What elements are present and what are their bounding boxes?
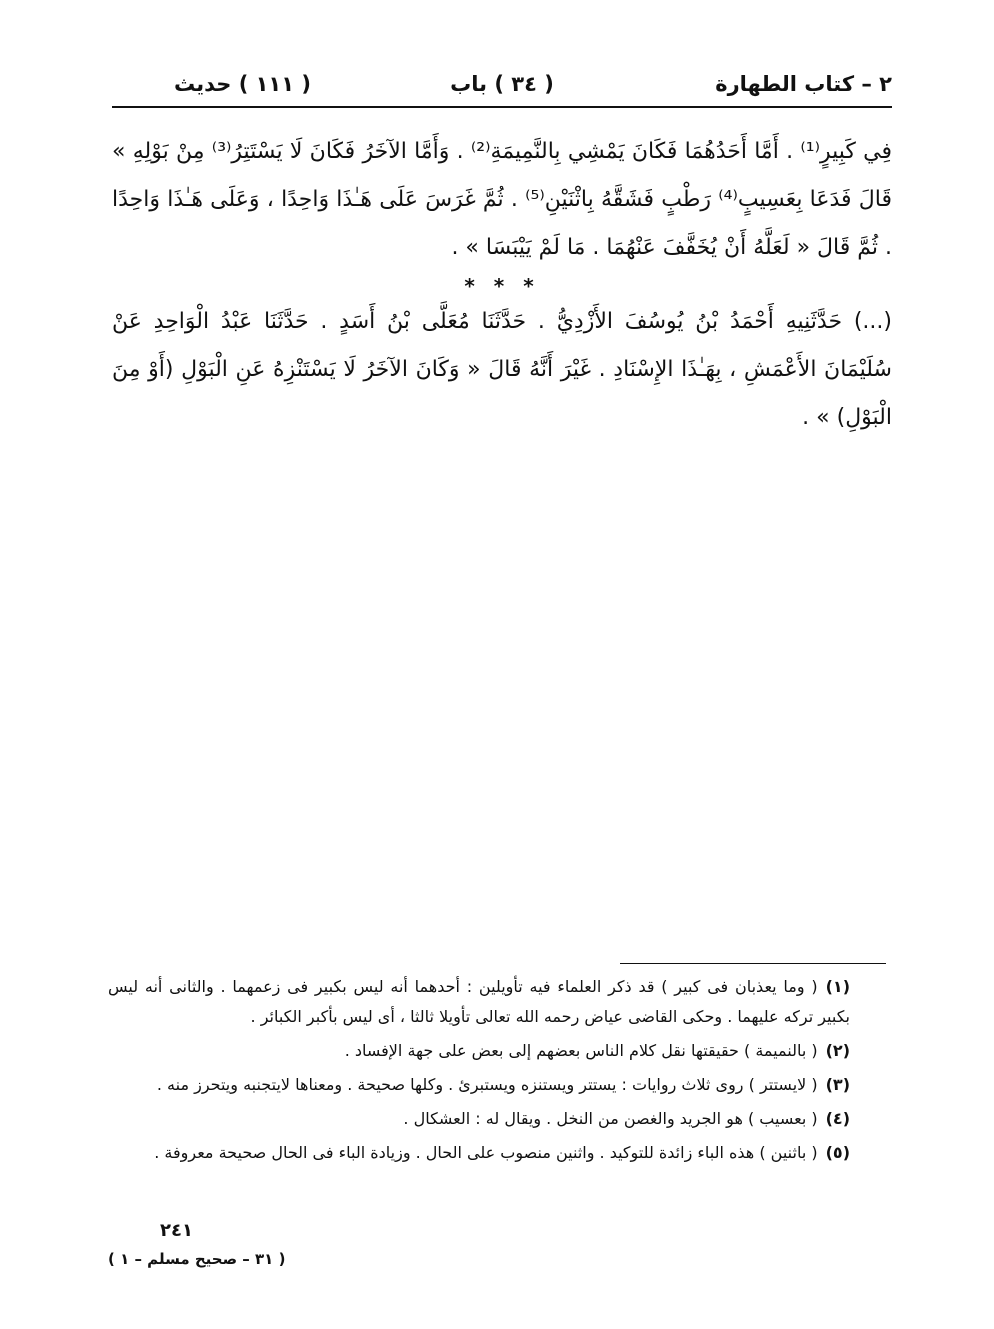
footnote-text: ( وما يعذبان فى كبير ) قد ذكر العلماء فيه تأويلين : أحدهما أنه ليس بكبير فى زعمهما . والثانى أنه ليس بكبير تركه عليهما . وحكى القاضى عياض رحمه الله تعالى تأويلا ثالثا ، أى ليس بأكبر الكبائر . — [108, 977, 850, 1026]
signature-mark: ( ٣١ – صحيح مسلم – ١ ) — [108, 1250, 286, 1268]
footnotes — [108, 972, 850, 1172]
footnote-text: ( بالنميمة ) حقيقتها نقل كلام الناس بعضهم إلى بعض على جهة الإفساد . — [344, 1041, 818, 1060]
footnote-3 — [108, 1070, 850, 1100]
section-separator: * * * — [464, 274, 540, 298]
footnote-number: (٢) — [825, 1041, 850, 1060]
header-chapter-number: ( ٣٤ ) باب — [450, 72, 554, 96]
page-number: ٢٤١ — [160, 1220, 193, 1241]
hadith-paragraph-2: (...) حَدَّثَنِيهِ أَحْمَدُ بْنُ يُوسُفَ الأَزْدِيُّ . حَدَّثَنَا مُعَلَّى بْنُ أَسَدٍ . حَدَّثَنَا عَبْدُ الْوَاحِدِ عَنْ سُلَيْمَانَ الأَعْمَشِ ، بِهَـٰذَا الإِسْنَادِ . غَيْرَ أَنَّهُ قَالَ « وَكَانَ الآخَرُ لَا يَسْتَنْزِهُ عَنِ الْبَوْلِ (أَوْ مِنَ الْبَوْلِ) » . — [112, 309, 892, 430]
footnote-5 — [108, 1138, 850, 1168]
header-hadith-number: ( ١١١ ) حديث — [174, 72, 311, 96]
footnote-number: (٤) — [825, 1109, 850, 1128]
footnote-1 — [108, 972, 850, 1032]
main-text — [112, 128, 892, 442]
running-header — [112, 72, 892, 106]
footnote-text: ( باثنين ) هذه الباء زائدة للتوكيد . واثنين منصوب على الحال . وزيادة الباء فى الحال صحيحة معروفة . — [154, 1143, 818, 1162]
footnote-text: ( لايستتر ) روى ثلاث روايات : يستتر ويستنزه ويستبرئ . وكلها صحيحة . ومعناها لايتجنبه ويتحرز منه . — [156, 1075, 818, 1094]
footnote-2 — [108, 1036, 850, 1066]
footnote-4 — [108, 1104, 850, 1134]
footnote-number: (١) — [825, 977, 850, 996]
footnote-number: (٥) — [825, 1143, 850, 1162]
header-rule — [112, 106, 892, 108]
hadith-paragraph-1: فِي كَبِيرٍ⁽¹⁾ . أَمَّا أَحَدُهُمَا فَكَانَ يَمْشِي بِالنَّمِيمَةِ⁽²⁾ . وَأَمَّا الآخَرُ فَكَانَ لَا يَسْتَتِرُ⁽³⁾ مِنْ بَوْلِهِ » قَالَ فَدَعَا بِعَسِيبٍ⁽⁴⁾ رَطْبٍ فَشَقَّهُ بِاثْنَيْنِ⁽⁵⁾ . ثُمَّ غَرَسَ عَلَى هَـٰذَا وَاحِدًا ، وَعَلَى هَـٰذَا وَاحِدًا . ثُمَّ قَالَ « لَعَلَّهُ أَنْ يُخَفَّفَ عَنْهُمَا . مَا لَمْ يَيْبَسَا » . — [112, 139, 893, 260]
footnote-text: ( بعسيب ) هو الجريد والغصن من النخل . ويقال له : العشكال . — [403, 1109, 818, 1128]
footnote-number: (٣) — [825, 1075, 850, 1094]
header-book-title: ٢ – كتاب الطهارة — [715, 72, 892, 96]
footnote-rule — [620, 963, 886, 964]
